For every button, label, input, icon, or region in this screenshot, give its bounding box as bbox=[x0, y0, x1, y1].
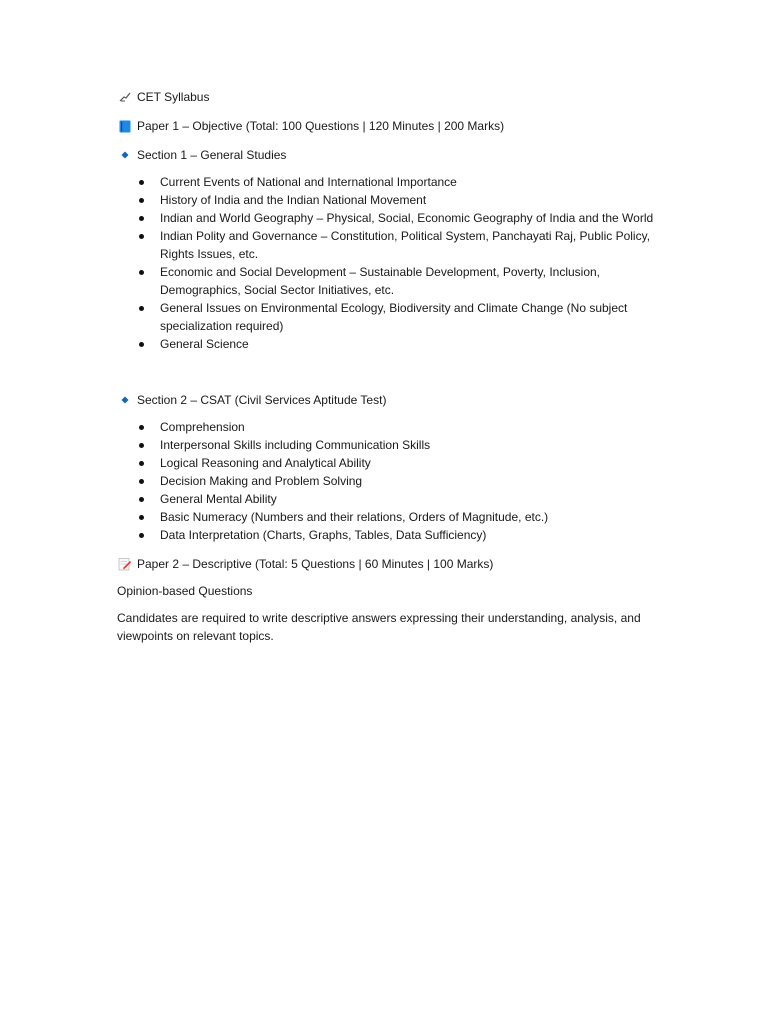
paper2-heading bbox=[117, 555, 657, 573]
title-text: CET Syllabus bbox=[137, 90, 210, 104]
list-item: Data Interpretation (Charts, Graphs, Tables, Data Sufficiency) bbox=[117, 526, 657, 544]
syllabus-title bbox=[117, 88, 657, 106]
list-item: Economic and Social Development – Sustainable Development, Poverty, Inclusion, Demographics, Social Sector Initiatives, etc. bbox=[117, 263, 657, 299]
list-item: General Science bbox=[117, 335, 657, 353]
blue-book-icon bbox=[117, 119, 133, 133]
section1-heading bbox=[117, 146, 657, 164]
list-item: Interpersonal Skills including Communication Skills bbox=[117, 436, 657, 454]
small-blue-diamond-icon bbox=[117, 393, 133, 407]
list-item: Indian and World Geography – Physical, Social, Economic Geography of India and the World bbox=[117, 209, 657, 227]
section2-heading-text: Section 2 – CSAT (Civil Services Aptitude Test) bbox=[137, 393, 387, 407]
list-item: Comprehension bbox=[117, 418, 657, 436]
paper1-heading bbox=[117, 117, 657, 135]
section2-heading bbox=[117, 391, 657, 409]
list-item: Indian Polity and Governance – Constitution, Political System, Panchayati Raj, Public Policy, Rights Issues, etc. bbox=[117, 227, 657, 263]
list-item: History of India and the Indian National Movement bbox=[117, 191, 657, 209]
paper2-subheading: Opinion-based Questions bbox=[117, 584, 253, 598]
paper2-description: Candidates are required to write descriptive answers expressing their understanding, analysis, and viewpoints on relevant topics. bbox=[117, 611, 641, 643]
writing-hand-icon bbox=[117, 90, 133, 104]
memo-pencil-icon bbox=[117, 557, 133, 571]
document-page bbox=[117, 88, 657, 645]
section1-list bbox=[117, 173, 657, 353]
section2-list bbox=[117, 418, 657, 544]
section1-heading-text: Section 1 – General Studies bbox=[137, 148, 287, 162]
list-item: Decision Making and Problem Solving bbox=[117, 472, 657, 490]
list-item: Basic Numeracy (Numbers and their relations, Orders of Magnitude, etc.) bbox=[117, 508, 657, 526]
small-blue-diamond-icon bbox=[117, 148, 133, 162]
paper2-heading-text: Paper 2 – Descriptive (Total: 5 Questions | 60 Minutes | 100 Marks) bbox=[137, 557, 494, 571]
list-item: General Issues on Environmental Ecology, Biodiversity and Climate Change (No subject specialization required) bbox=[117, 299, 657, 335]
list-item: Current Events of National and International Importance bbox=[117, 173, 657, 191]
list-item: Logical Reasoning and Analytical Ability bbox=[117, 454, 657, 472]
list-item: General Mental Ability bbox=[117, 490, 657, 508]
paper1-heading-text: Paper 1 – Objective (Total: 100 Questions | 120 Minutes | 200 Marks) bbox=[137, 119, 505, 133]
